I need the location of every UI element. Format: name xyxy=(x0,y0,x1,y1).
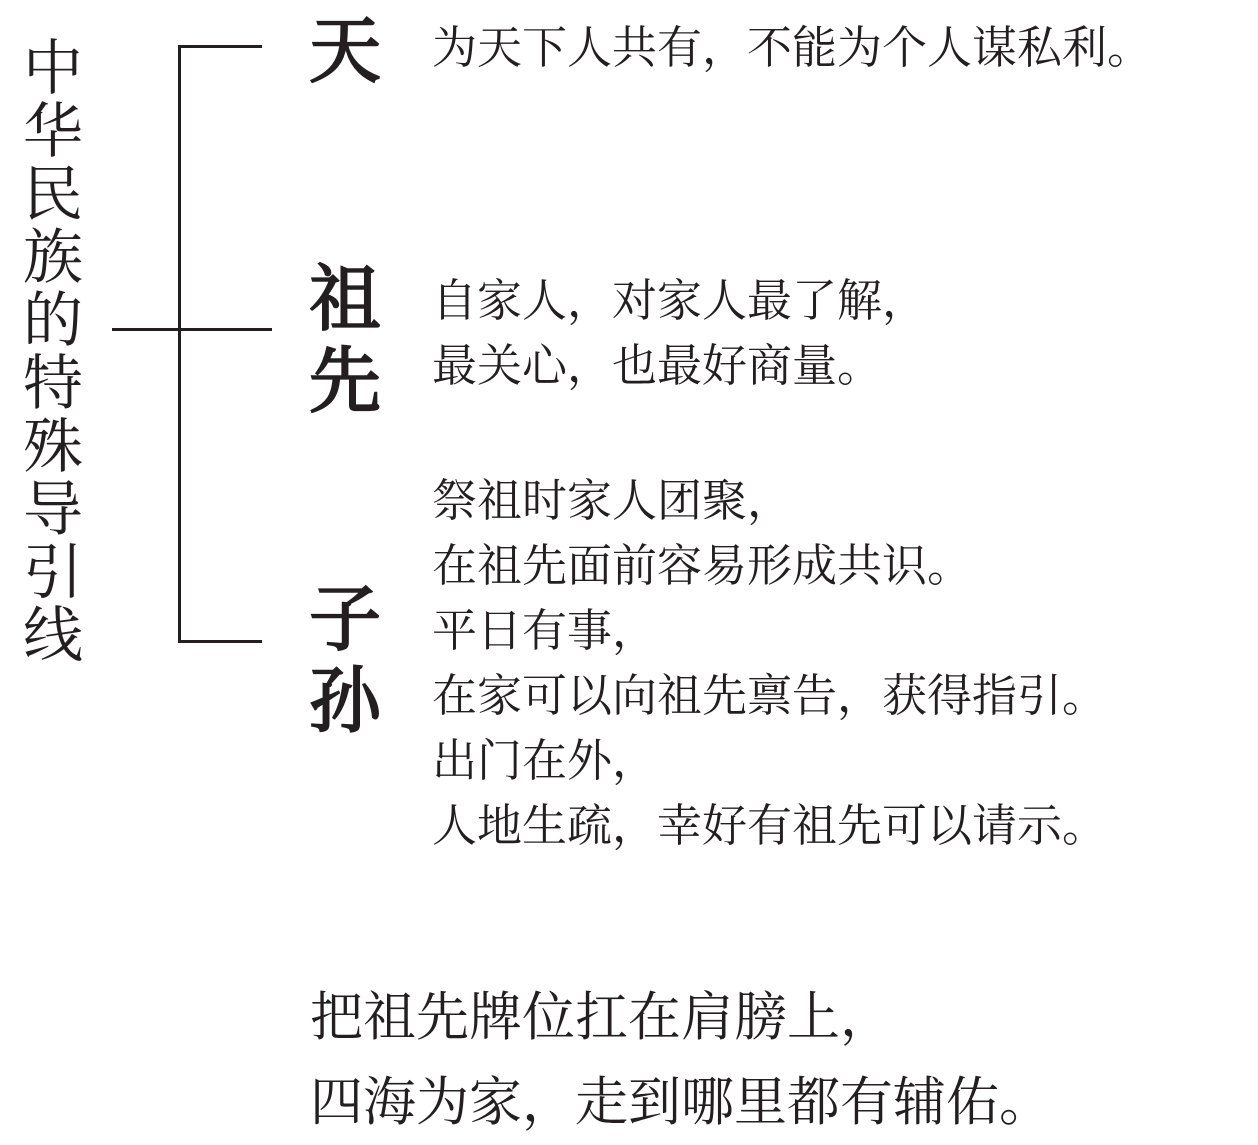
title-char: 导 xyxy=(23,475,83,545)
desc-line: 在家可以向祖先禀告，获得指引。 xyxy=(432,669,1108,722)
branch-char: 天 xyxy=(308,8,381,93)
desc-line: 祭祖时家人团聚， xyxy=(432,474,793,527)
branch-heaven-char xyxy=(300,10,390,92)
desc-line: 最关心，也最好商量。 xyxy=(432,339,883,392)
title-char: 民 xyxy=(23,160,83,230)
desc-line: 为天下人共有，不能为个人谋私利。 xyxy=(432,21,1153,74)
closing-line: 四海为家，走到哪里都有辅佑。 xyxy=(310,1072,1052,1133)
title-char: 中 xyxy=(23,34,83,104)
bracket-branch-top xyxy=(178,45,262,48)
bracket-stem-line xyxy=(112,328,180,331)
vertical-title xyxy=(18,34,88,671)
desc-line: 在祖先面前容易形成共识。 xyxy=(432,539,973,592)
branch-char: 子 xyxy=(308,576,381,661)
desc-line: 平日有事， xyxy=(432,604,658,657)
desc-line: 出门在外， xyxy=(432,734,658,787)
branch-heaven-desc xyxy=(432,15,1152,80)
bracket-branch-bottom xyxy=(178,640,262,643)
branch-ancestor-chars xyxy=(300,258,390,422)
title-char: 线 xyxy=(23,601,83,671)
closing-line: 把祖先牌位扛在肩膀上， xyxy=(310,987,893,1048)
closing-statement xyxy=(310,975,1052,1145)
title-char: 特 xyxy=(23,349,83,419)
branch-char: 孙 xyxy=(308,658,381,743)
title-char: 华 xyxy=(23,97,83,167)
title-char: 引 xyxy=(23,538,83,608)
branch-descendant-desc xyxy=(432,468,1107,858)
bracket-vertical-line xyxy=(178,45,181,643)
branch-char: 先 xyxy=(308,338,381,423)
branch-char: 祖 xyxy=(308,256,381,341)
bracket-branch-middle xyxy=(178,328,272,331)
desc-line: 自家人，对家人最了解， xyxy=(432,274,928,327)
branch-descendant-chars xyxy=(300,578,390,742)
title-char: 族 xyxy=(23,223,83,293)
branch-ancestor-desc xyxy=(432,268,927,398)
title-char: 殊 xyxy=(23,412,83,482)
title-char: 的 xyxy=(23,286,83,356)
desc-line: 人地生疏，幸好有祖先可以请示。 xyxy=(432,799,1108,852)
